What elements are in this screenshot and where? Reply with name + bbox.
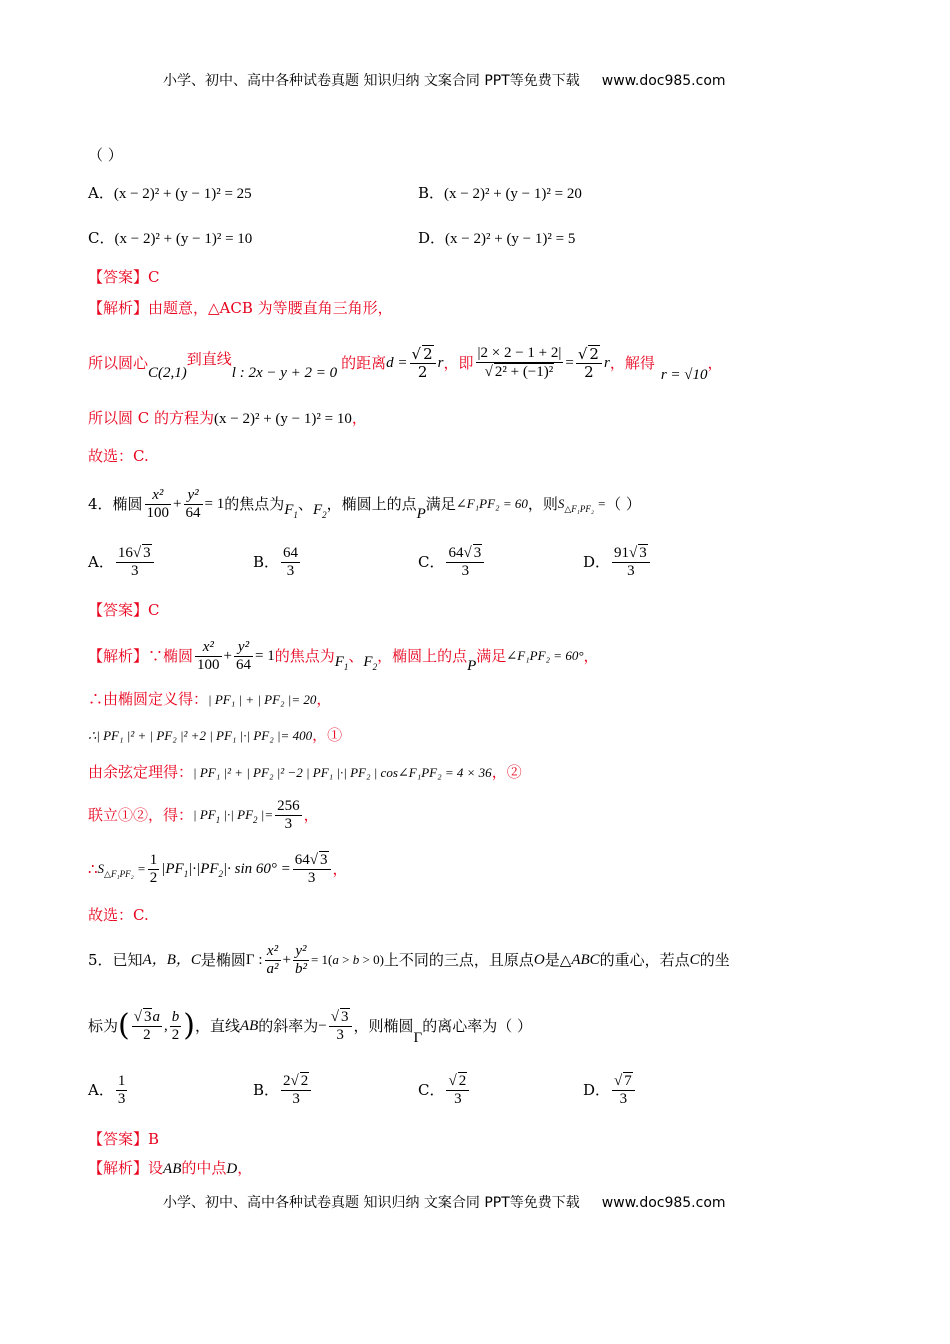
header-url[interactable]: www.doc985.com	[601, 73, 726, 89]
q4-option-b: B． $\frac{64}{3}$	[253, 544, 299, 579]
q3-analysis-line1: 【解析】由题意，△ACB 为等腰直角三角形，	[88, 299, 393, 317]
q3-analysis-line3: 所以圆 C 的方程为(x − 2)² + (y − 1)² = 10，	[88, 409, 367, 427]
q4-analysis-line2: ∴由椭圆定义得：| PF₁ | + | PF₂ |= 20，	[88, 690, 332, 708]
q5-analysis-line1: 【解析】设AB的中点D，	[88, 1159, 253, 1177]
q3-option-b: B．(x − 2)² + (y − 1)² = 20	[418, 184, 582, 202]
q4-choose: 故选：C.	[88, 906, 149, 924]
q5-stem-line2: 标为 ( $\frac{√ 3a}{2}$ , $\frac{b}{2}$ ) ，直线 AB 的斜率为 − $\frac{√ 3}{3}$ ，则椭圆 Γ 的离心率为（ ）	[88, 1008, 532, 1046]
q4-option-a: A． $\frac{16√ 3}{3}$	[88, 540, 156, 584]
q5-option-d: D． $\frac{√ 7}{3}$	[583, 1068, 637, 1112]
footer-text: 小学、初中、高中各种试卷真题 知识归纳 文案合同 PPT等免费下载	[163, 1195, 580, 1211]
page-footer	[163, 1192, 726, 1212]
page-header	[163, 70, 726, 90]
q4-answer: 【答案】C	[88, 601, 160, 619]
q3-choose: 故选：C.	[88, 447, 149, 465]
q4-analysis-line3: ∴| PF₁ |² + | PF₂ |² +2 | PF₁ |·| PF₂ |= 400，①	[88, 726, 343, 744]
q5-stem-line1: 5．已知 A，B，C 是椭圆 Γ : $\frac{\text{x²}}{\text{a²}}$ + $\frac{\text{y²}}{\text{b²}}$ = 1(a > b > 0) 上不同的三点，且原点 O 是△ ABC 的重心，若点 C 的坐	[88, 942, 730, 977]
q3-option-c: C．(x − 2)² + (y − 1)² = 10	[88, 229, 253, 247]
q3-answer: 【答案】C	[88, 268, 160, 286]
q5-option-b: B． $\frac{2√ 2}{3}$	[253, 1068, 313, 1112]
q4-option-c: C． $\frac{64√ 3}{3}$	[418, 540, 486, 584]
q4-analysis-line6: ∴ $S_{\triangle F_1PF_2}$ = $\frac{1}{2}$ $|PF_1|\cdot|PF_2|\cdot \sin 60^\circ$ = $\frac{64√ 3}{3}$ ，	[88, 851, 348, 886]
q4-stem: 4．椭圆 $\frac{\text{x²}}{100}$ + $\frac{\text{y²}}{64}$ = 1 的焦点为 $F_1$ 、 $F_2$ ，椭圆上的点 P 满足 ∠F₁PF₂ = 60 ，则 $S_{\triangle F_1PF_2}$ = （ ）	[88, 486, 641, 522]
q3-answer-paren: （ ）	[88, 146, 123, 164]
q5-option-c: C． $\frac{√ 2}{3}$	[418, 1068, 471, 1112]
q3-analysis-line2: 所以圆心 C(2,1) 到直线 l : 2x − y + 2 = 0 的距离 d = $\frac{√ 2}{2}$ r ，即 $\frac{|2 \times 2 - 1 + 2|}{\text{√ 2² + (−1)²}}$ = $\frac{√ 2}{2}$ r ，解得 r = √10 ，	[88, 345, 723, 383]
q3-option-d: D．(x − 2)² + (y − 1)² = 5	[418, 229, 576, 247]
q4-analysis-line4: 由余弦定理得：| PF₁ |² + | PF₂ |² −2 | PF₁ |·| PF₂ | cos∠F₁PF₂ = 4 × 36，②	[88, 763, 522, 781]
q5-answer: 【答案】B	[88, 1130, 160, 1148]
q4-option-d: D． $\frac{91√ 3}{3}$	[583, 540, 652, 584]
q5-option-a: A． $\frac{1}{3}$	[88, 1072, 126, 1107]
q3-option-a: A．(x − 2)² + (y − 1)² = 25	[88, 184, 252, 202]
q4-analysis-line1: 【解析】 ∵椭圆 $\frac{\text{x²}}{100}$ + $\frac{\text{y²}}{64}$ = 1 的焦点为 $F_1$ 、 $F_2$ ，椭圆上的点 P 满足 ∠F₁PF₂ = 60° ，	[88, 638, 599, 674]
footer-url[interactable]: www.doc985.com	[601, 1195, 726, 1211]
q4-analysis-line5: 联立①②，得： | $PF_1$ |·| $PF_2$ |= $\frac{256}{3}$ ，	[88, 797, 319, 832]
header-text: 小学、初中、高中各种试卷真题 知识归纳 文案合同 PPT等免费下载	[163, 73, 580, 89]
